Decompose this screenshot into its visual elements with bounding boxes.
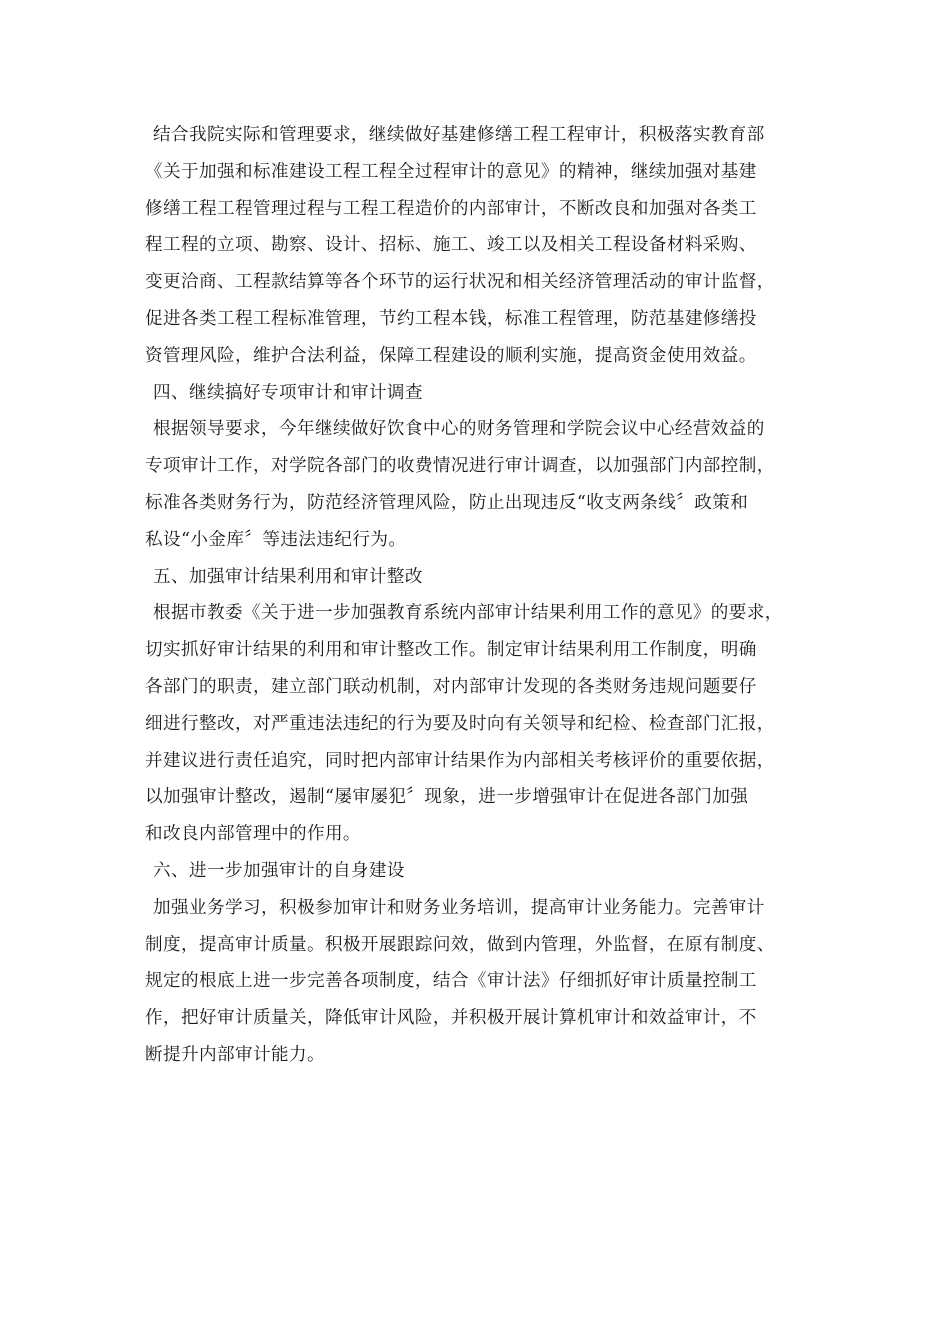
paragraph-line: 根据市教委《关于进一步加强教育系统内部审计结果利用工作的意见》的要求，	[153, 603, 783, 624]
document-body	[145, 117, 825, 1074]
paragraph-line: 和改良内部管理中的作用。	[145, 824, 361, 845]
section-heading: 六、进一步加强审计的自身建设	[153, 860, 405, 881]
section-heading: 四、继续搞好专项审计和审计调查	[153, 382, 423, 403]
paragraph-line: 并建议进行责任追究，同时把内部审计结果作为内部相关考核评价的重要依据，	[145, 750, 775, 771]
paragraph-line: 断提升内部审计能力。	[145, 1044, 325, 1065]
paragraph-line: 根据领导要求，今年继续做好饮食中心的财务管理和学院会议中心经营效益的	[153, 419, 765, 440]
paragraph-line: 私设“小金库〞等违法违纪行为。	[145, 529, 407, 550]
paragraph-line: 各部门的职责，建立部门联动机制，对内部审计发现的各类财务违规问题要仔	[145, 676, 757, 697]
paragraph-line: 标准各类财务行为，防范经济管理风险，防止出现违反“收支两条线〞政策和	[145, 492, 749, 513]
paragraph-line: 以加强审计整改，遏制“屡审屡犯〞现象，进一步增强审计在促进各部门加强	[145, 787, 749, 808]
paragraph-line: 促进各类工程工程标准管理，节约工程本钱，标准工程管理，防范基建修缮投	[145, 308, 757, 329]
section-heading: 五、加强审计结果利用和审计整改	[153, 566, 423, 587]
paragraph-line: 细进行整改，对严重违法违纪的行为要及时向有关领导和纪检、检查部门汇报，	[145, 713, 775, 734]
paragraph-line: 结合我院实际和管理要求，继续做好基建修缮工程工程审计，积极落实教育部	[153, 125, 765, 145]
paragraph-line: 变更洽商、工程款结算等各个环节的运行状况和相关经济管理活动的审计监督，	[145, 272, 775, 293]
paragraph-line: 规定的根底上进一步完善各项制度，结合《审计法》仔细抓好审计质量控制工	[145, 971, 757, 992]
paragraph-line: 作，把好审计质量关，降低审计风险，并积极开展计算机审计和效益审计，不	[145, 1008, 757, 1029]
paragraph-line: 修缮工程工程管理过程与工程工程造价的内部审计，不断改良和加强对各类工	[145, 198, 757, 219]
paragraph-line: 程工程的立项、勘察、设计、招标、施工、竣工以及相关工程设备材料采购、	[145, 235, 757, 256]
paragraph-line: 制度，提高审计质量。积极开展跟踪问效，做到内管理，外监督，在原有制度、	[145, 934, 775, 955]
paragraph-line: 专项审计工作，对学院各部门的收费情况进行审计调查，以加强部门内部控制，	[145, 456, 775, 477]
paragraph-line: 《关于加强和标准建设工程工程全过程审计的意见》的精神，继续加强对基建	[145, 161, 757, 182]
paragraph-line: 加强业务学习，积极参加审计和财务业务培训，提高审计业务能力。完善审计	[153, 897, 765, 918]
paragraph-line: 资管理风险，维护合法利益，保障工程建设的顺利实施，提高资金使用效益。	[145, 345, 757, 366]
paragraph-line: 切实抓好审计结果的利用和审计整改工作。制定审计结果利用工作制度，明确	[145, 640, 757, 661]
